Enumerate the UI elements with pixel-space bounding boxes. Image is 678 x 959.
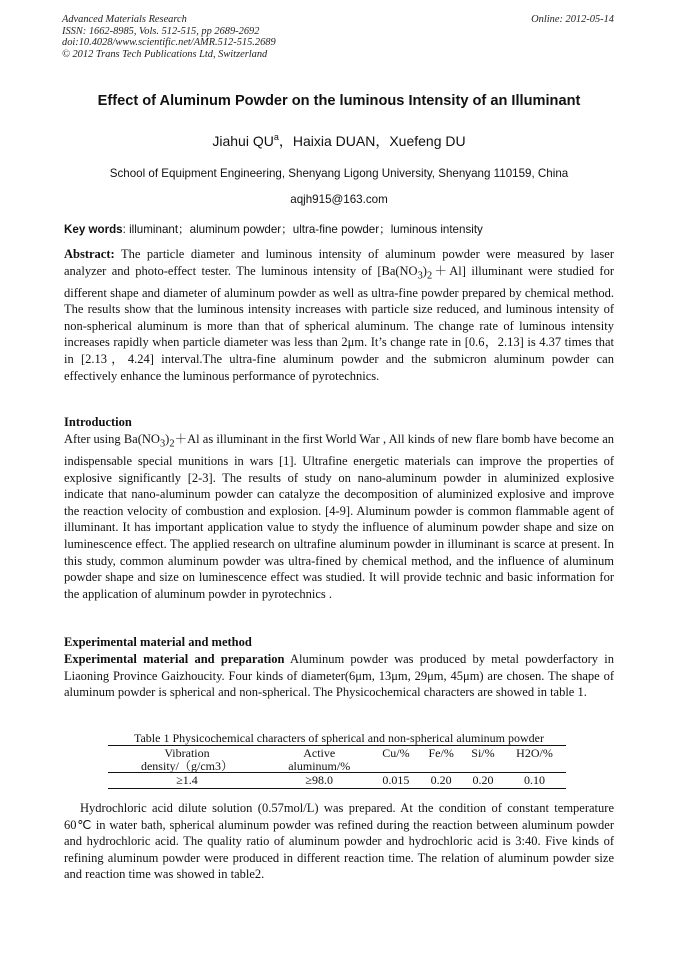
copyright-line: © 2012 Trans Tech Publications Ltd, Switzerland (62, 48, 268, 60)
table-caption: Table 1 Physicochemical characters of spherical and non-spherical aluminum powder (133, 731, 544, 745)
table-header-cell: Vibration density/（g/cm3） (108, 746, 266, 773)
keywords-text: : illuminant；aluminum powder；ultra-fine powder；luminous intensity (122, 223, 483, 236)
table-header-cell: Si/% (463, 746, 503, 773)
experimental-heading: Experimental material and method (64, 635, 252, 649)
author-list (40, 132, 638, 150)
abstract: Abstract: The particle diameter and luminous intensity of aluminum powder were measured by laser analyzer and photo-effect tester. The luminous intensity of $[Ba(NO_3)_2+Al]$ illuminant were studied for different shape and diameter of aluminum powder as well as ultra-fine powder prepared by chemical method. The results show that the luminous intensity increases with particle size reduced, and luminous intensity of non-spherical aluminum is more than that of spherical aluminum. The change rate of luminous intensity increases rapidly when particle diameter was less than 2μm. It’s change rate in [0.6，2.13] is 4.37 times that in [2.13，4.24] interval.The ultra-fine aluminum powder and the submicron aluminum powder can effectively enhance the luminous performance of pyrotechnics. (64, 247, 614, 383)
journal-name: Advanced Materials Research (62, 14, 187, 25)
table-header-cell: H2O/% (503, 746, 566, 773)
table-header-row (108, 746, 566, 773)
subscript: 3 (417, 270, 423, 282)
author-3: Xuefeng DU (389, 133, 466, 149)
table-header-cell: Fe/% (419, 746, 463, 773)
author-2: Haixia DUAN (292, 133, 376, 149)
paper-title: Effect of Aluminum Powder on the luminous Intensity of an Illuminant (97, 93, 581, 109)
table-cell: 0.20 (419, 773, 463, 789)
issn-line: ISSN: 1662-8985, Vols. 512-515, pp 2689-2692 (62, 25, 260, 37)
author-email: aqjh915@163.com (290, 193, 388, 206)
table-row (108, 773, 566, 789)
affiliation: School of Equipment Engineering, Shenyang Ligong University, Shenyang 110159, China (109, 167, 569, 180)
abstract-text-part2: ＋Al] illuminant were studied for different shape and diameter of aluminum powder as well as ultra-fine powder prepared by chemical method. The results show that the luminous intensity increases with particle size reduced, and luminous intensity of non-spherical aluminum is more than that of spherical aluminum. The change rate of luminous intensity increases rapidly when particle diameter was less than 2μm. It’s change rate in [0.6，2.13] is 4.37 times that in [2.13，4.24] interval.The ultra-fine aluminum powder and the submicron aluminum powder can effectively enhance the luminous performance of pyrotechnics. (64, 263, 614, 383)
table-cell: 0.20 (463, 773, 503, 789)
subscript: 2 (169, 438, 175, 450)
table-cell: 0.015 (372, 773, 419, 789)
doi-line: doi:10.4028/www.scientific.net/AMR.512-515.2689 (62, 37, 276, 49)
table-header-cell: Cu/% (372, 746, 419, 773)
table-header-cell: Active aluminum/% (266, 746, 372, 773)
intro-text-part2: ＋Al as illuminant in the first World War , All kinds of new flare bomb have become an indispensable special munitions in wars [1]. Ultrafine energetic materials can improve the properties of explosive significantly [2-3]. The results of study on nano-aluminum powder in aluminized explosive indicate that nano-aluminum powder can catalyze the decomposition of aluminized explosive and improve the reaction velocity of combustion and explosion. [4-9]. Aluminum powder is common flammable agent of illuminant. It has important application value to stydy the influence of aluminum powder shape and size on luminescence effect. The applied research on ultrafine aluminum powder in illuminant is scarce at present. In this study, common aluminum powder was ultra-fined by chemical method, and the influence of aluminum powder shape and size on luminescence effect was studied. It will provide technic and basic information for the application of aluminum powder in pyrotechnics . (64, 432, 614, 601)
table-cell: ≥1.4 (108, 773, 266, 789)
introduction-heading: Introduction (64, 415, 132, 429)
author-separator: ， (375, 133, 390, 149)
experimental-body (64, 651, 614, 701)
intro-text-part1: After using Ba(NO (64, 432, 160, 446)
table-cell: 0.10 (503, 773, 566, 789)
experimental-subheading: Experimental material and preparation (64, 652, 285, 666)
paragraph-text: Hydrochloric acid dilute solution (0.57mol/L) was prepared. At the condition of constant temperature 60℃ in water bath, spherical aluminum powder was refined during the reaction between aluminum powder and hydrochloric acid. The quality ratio of aluminum powder and hydrochloric acid is 3:40. Five kinds of refining aluminum powder were produced in different reaction time. The relation of aluminum powder size and reaction time was showed in table2. (64, 801, 614, 882)
keywords (64, 222, 616, 237)
author-1: Jiahui QU (212, 133, 274, 149)
abstract-text-part1: The particle diameter and luminous intensity of aluminum powder were measured by laser analyzer and photo-effect tester. The luminous intensity of [Ba(NO (64, 247, 614, 278)
author-1-affil-mark: a (273, 132, 279, 142)
keywords-label: Key words (64, 223, 123, 236)
physicochemical-table (108, 745, 566, 789)
online-date: Online: 2012-05-14 (531, 14, 614, 25)
table-cell: ≥98.0 (266, 773, 372, 789)
introduction-body: After using $Ba(NO_3)_2+Al$ as illuminant in the first World War , All kinds of new flare bomb have become an indispensable special munitions in wars [1]. Ultrafine energetic materials can improve the properties of explosive significantly [2-3]. The results of study on nano-aluminum powder in aluminized explosive indicate that nano-aluminum powder can catalyze the decomposition of aluminized explosive and improve the reaction velocity of combustion and explosion. [4-9]. Aluminum powder is common flammable agent of illuminant. It has important application value to stydy the influence of aluminum powder shape and size on luminescence effect. The applied research on ultrafine aluminum powder in illuminant is scarce at present. In this study, common aluminum powder was ultra-fined by chemical method, and the influence of aluminum powder shape and size on luminescence effect was studied. It will provide technic and basic information for the application of aluminum powder in pyrotechnics . (64, 432, 614, 601)
subscript: 2 (426, 270, 433, 282)
journal-header (62, 14, 462, 60)
abstract-label: Abstract: (64, 247, 115, 261)
subscript: 3 (159, 438, 166, 450)
author-separator: ， (278, 133, 293, 149)
body-paragraph (64, 800, 614, 883)
experimental-text: Aluminum powder was produced by metal powderfactory in Liaoning Province Gaizhoucity. Four kinds of diameter(6μm, 13μm, 29μm, 45μm) are chosen. The shape of aluminum powder is spherical and non-spherical. The Physicochemical characters are showed in table 1. (64, 652, 614, 700)
